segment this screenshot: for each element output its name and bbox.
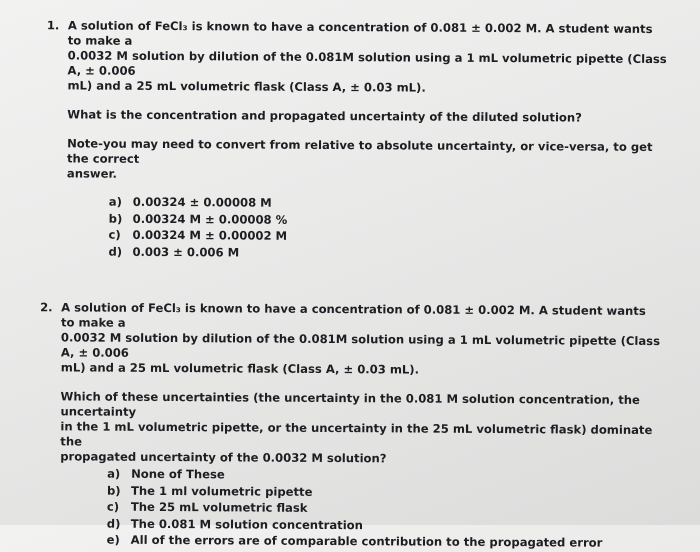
question-1-stem-line-1: A solution of FeCl₃ is known to have a concentration of 0.081 ± 0.002 M. A student wants to make a bbox=[67, 18, 653, 48]
question-1-stem-line-3: mL) and a 25 mL volumetric flask (Class A, ± 0.03 mL). bbox=[67, 78, 426, 95]
option-text: The 0.081 M solution concentration bbox=[130, 516, 363, 532]
question-2-option-e[interactable] bbox=[107, 532, 660, 552]
question-1-stem-line-2: 0.0032 M solution by dilution of the 0.081M solution using a 1 mL volumetric pipette (Class A, ± 0.006 bbox=[67, 48, 667, 78]
question-2 bbox=[60, 300, 662, 551]
question-2-options bbox=[107, 466, 660, 552]
question-1-options bbox=[108, 194, 666, 263]
question-1-option-d[interactable] bbox=[108, 243, 666, 263]
option-label: b) bbox=[108, 211, 123, 226]
option-label: b) bbox=[106, 483, 121, 498]
option-label: c) bbox=[106, 499, 120, 514]
option-label: c) bbox=[108, 227, 121, 242]
option-text: 0.00324 ± 0.00008 M bbox=[132, 194, 272, 210]
question-2-stem-line-1: A solution of FeCl₃ is known to have a concentration of 0.081 ± 0.002 M. A student wants to make a bbox=[60, 300, 646, 330]
question-1-note-line-2: answer. bbox=[66, 166, 118, 181]
option-label: a) bbox=[107, 466, 121, 481]
option-text: 0.003 ± 0.006 M bbox=[132, 244, 240, 259]
question-1 bbox=[66, 18, 667, 263]
question-1-note-line-1: Note-you may need to convert from relative to absolute uncertainty, or vice-versa, to get the correct bbox=[66, 136, 653, 166]
option-text: 0.00324 M ± 0.00002 M bbox=[132, 227, 288, 243]
option-text: None of These bbox=[131, 466, 225, 482]
option-text: All of the errors are of comparable contribution to the propagated error bbox=[130, 532, 603, 550]
option-text: The 1 ml volumetric pipette bbox=[130, 483, 313, 499]
option-label: e) bbox=[106, 532, 120, 547]
question-2-prompt-line-2: in the 1 mL volumetric pipette, or the uncertainty in the 25 mL volumetric flask) dominate the bbox=[60, 419, 653, 449]
question-1-prompt: What is the concentration and propagated uncertainty of the diluted solution? bbox=[67, 107, 582, 125]
question-2-stem-line-3: mL) and a 25 mL volumetric flask (Class A, ± 0.03 mL). bbox=[60, 360, 420, 377]
option-text: 0.00324 M ± 0.00008 % bbox=[132, 211, 288, 227]
option-label: a) bbox=[108, 194, 122, 209]
question-1-number: 1. bbox=[46, 18, 60, 33]
option-text: The 25 mL volumetric flask bbox=[130, 499, 308, 515]
question-2-number: 2. bbox=[40, 300, 53, 315]
question-2-prompt-line-1: Which of these uncertainties (the uncertainty in the 0.081 M solution concentration, the uncertainty bbox=[60, 389, 640, 419]
option-label: d) bbox=[108, 244, 123, 259]
question-2-stem-line-2: 0.0032 M solution by dilution of the 0.081M solution using a 1 mL volumetric pipette (Class A, ± 0.006 bbox=[60, 330, 661, 360]
question-2-prompt-line-3: propagated uncertainty of the 0.0032 M solution? bbox=[60, 449, 387, 466]
option-label: d) bbox=[106, 516, 121, 531]
